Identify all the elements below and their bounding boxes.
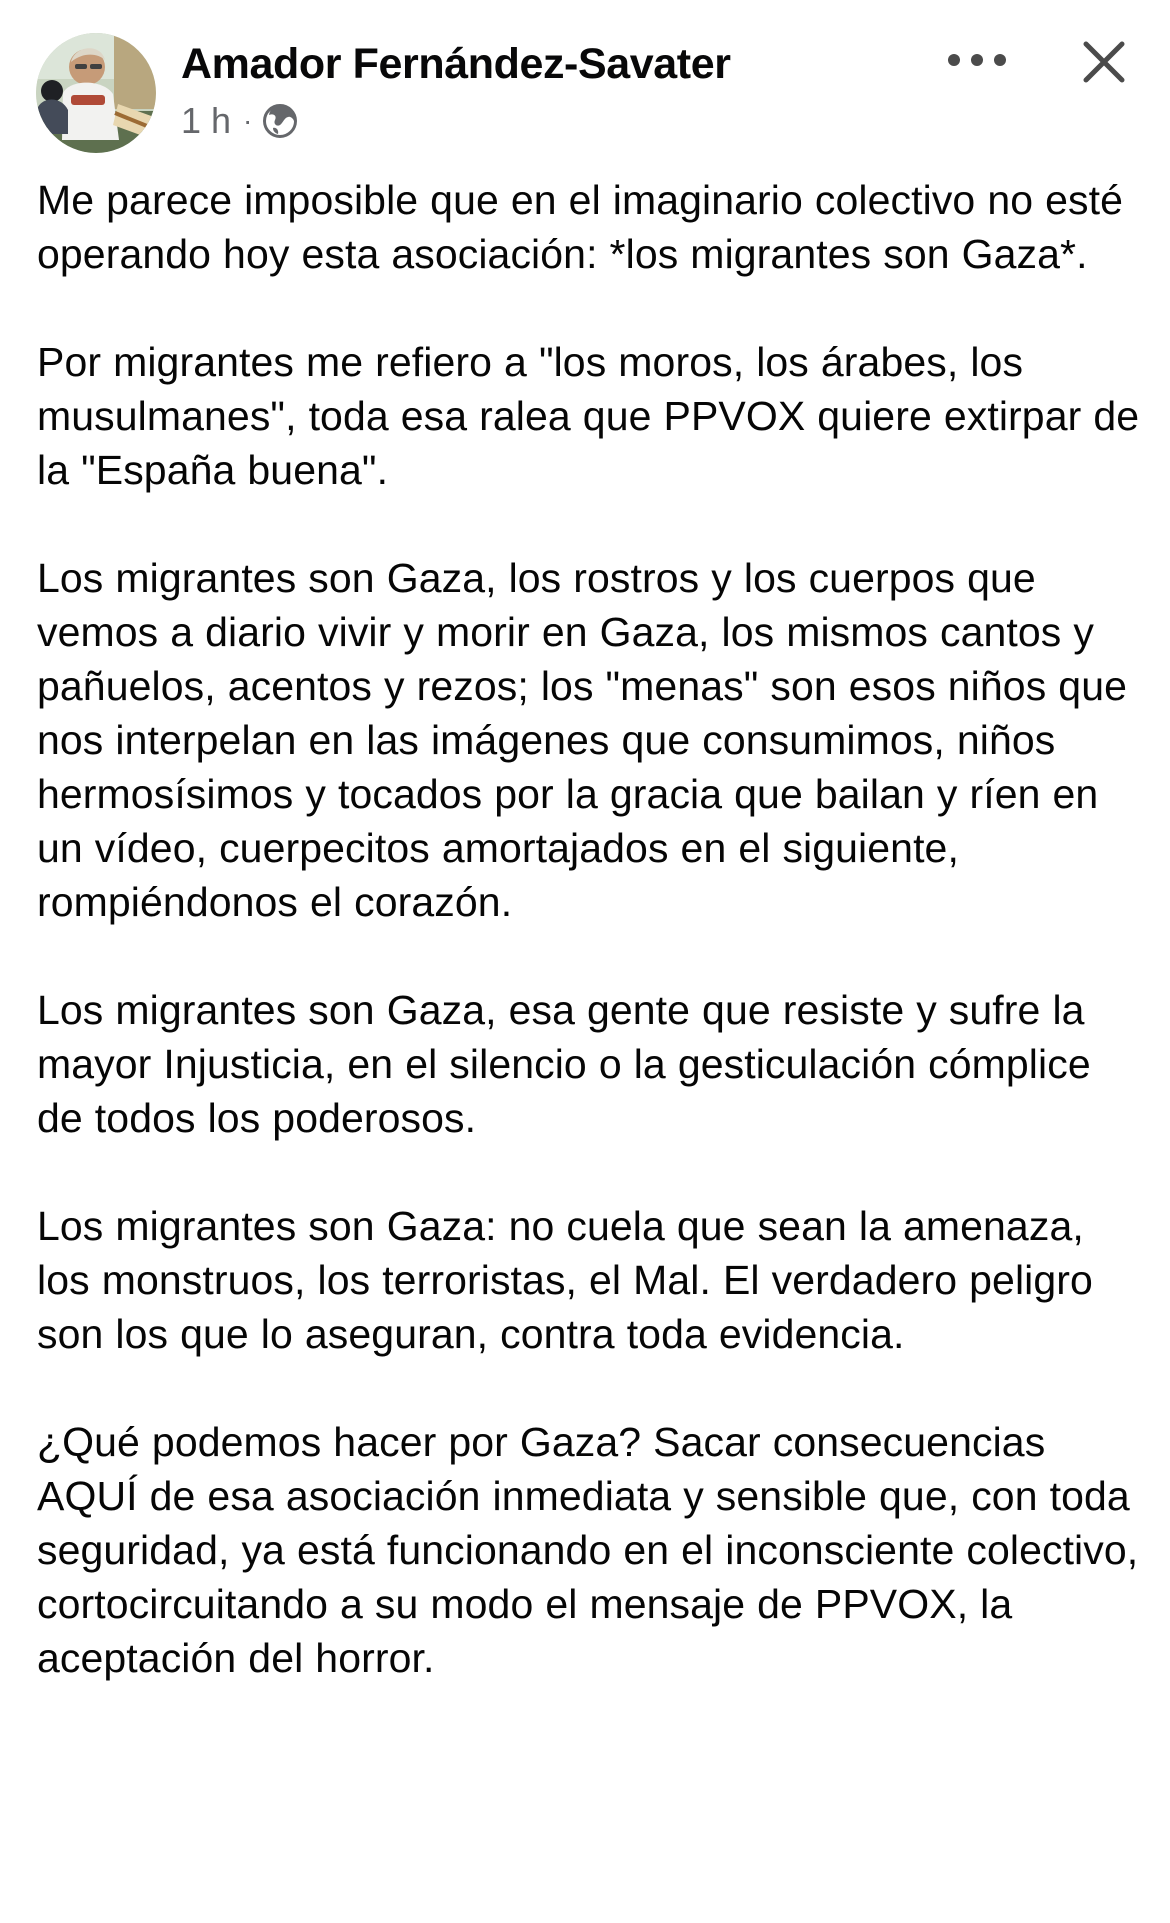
close-icon (1074, 32, 1134, 92)
author-avatar[interactable] (36, 33, 156, 153)
post-text (37, 173, 1142, 1685)
post-header (0, 0, 1170, 160)
post-paragraph-3: Los migrantes son Gaza, los rostros y los cuerpos que vemos a diario vivir y morir en Gaza, los mismos cantos y pañuelos, acentos y rezos; los "menas" son esos niños que nos interpelan en las imágenes que consumimos, niños hermosísimos y tocados por la gracia que bailan y ríen en un vídeo, cuerpecitos amortajados en el siguiente, rompiéndonos el corazón. (37, 555, 1127, 925)
globe-icon[interactable] (262, 103, 298, 139)
close-button[interactable] (1074, 32, 1134, 92)
post-timestamp[interactable]: 1 h (181, 100, 232, 141)
post-paragraph-2: Por migrantes me refiero a "los moros, los árabes, los musulmanes", toda esa ralea que PPVOX quiere extirpar de la "España buena". (37, 339, 1140, 493)
post-paragraph-4: Los migrantes son Gaza, esa gente que resiste y sufre la mayor Injusticia, en el silencio o la gesticulación cómplice de todos los poderosos. (37, 987, 1091, 1141)
more-horizontal-icon (945, 38, 1009, 82)
metadata-separator: · (243, 105, 253, 136)
author-name[interactable]: Amador Fernández-Savater (181, 40, 731, 88)
more-options-button[interactable] (945, 38, 1009, 82)
post-metadata (181, 99, 298, 143)
post-paragraph-5: Los migrantes son Gaza: no cuela que sean la amenaza, los monstruos, los terroristas, el Mal. El verdadero peligro son los que lo aseguran, contra toda evidencia. (37, 1203, 1093, 1357)
post-paragraph-6: ¿Qué podemos hacer por Gaza? Sacar consecuencias AQUÍ de esa asociación inmediata y sensible que, con toda seguridad, ya está funcionando en el inconsciente colectivo, cortocircuitando a su modo el mensaje de PPVOX, la aceptación del horror. (37, 1419, 1139, 1681)
post-paragraph-1: Me parece imposible que en el imaginario colectivo no esté operando hoy esta asociación: *los migrantes son Gaza*. (37, 177, 1124, 277)
